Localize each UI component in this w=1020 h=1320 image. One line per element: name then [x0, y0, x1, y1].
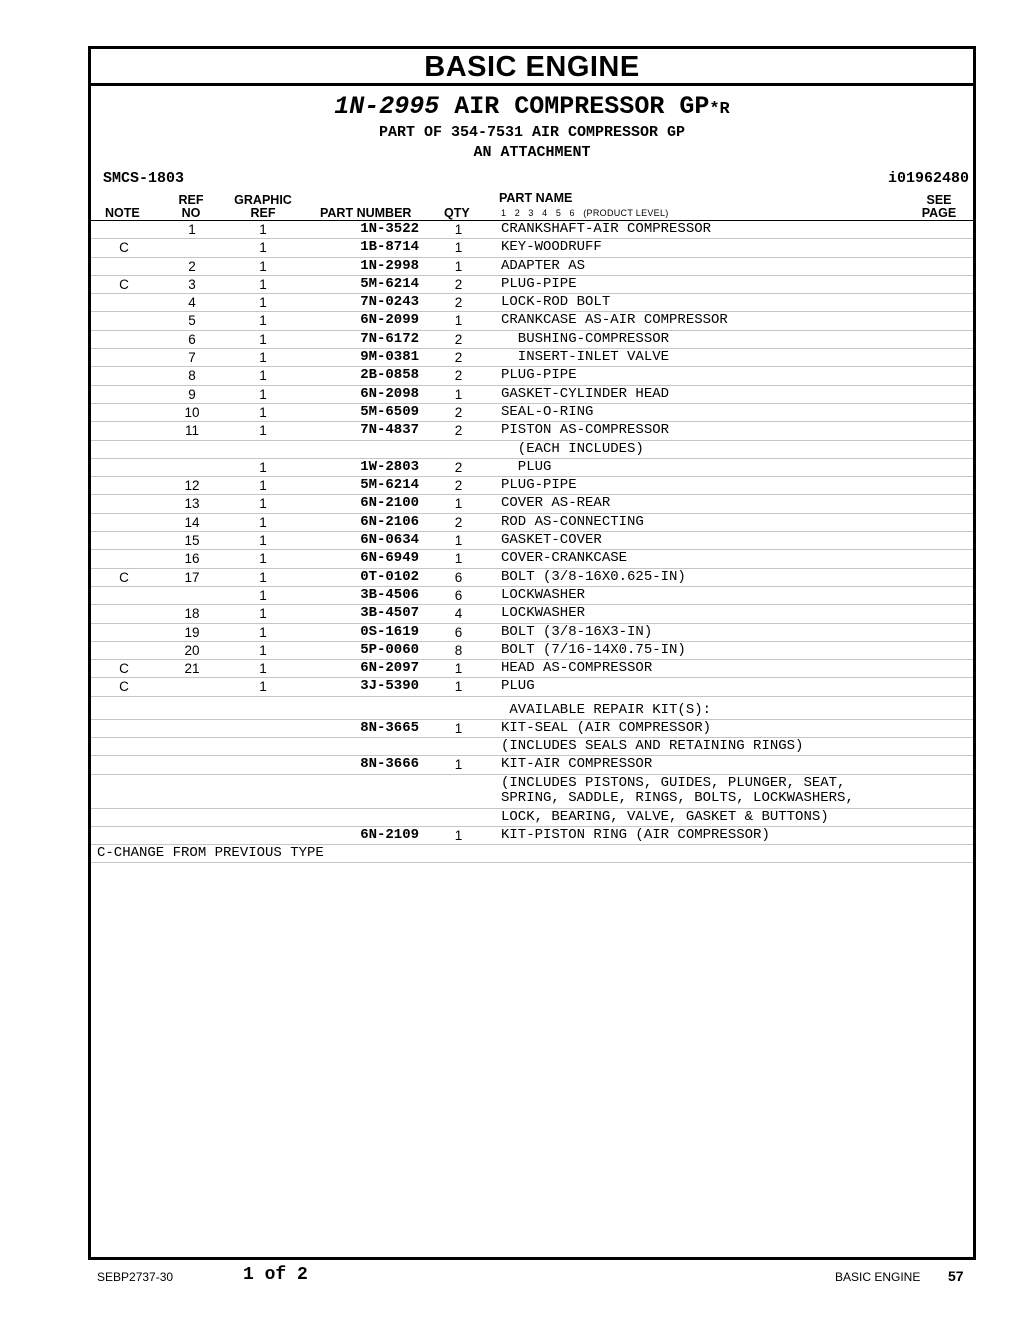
kits-heading-row — [91, 697, 973, 720]
parts-table-body — [91, 221, 973, 697]
part-name-cell: GASKET-CYLINDER HEAD — [501, 385, 670, 402]
footer-section: BASIC ENGINE — [835, 1270, 921, 1284]
header-qty: QTY — [444, 206, 470, 220]
qty-cell: 1 — [454, 240, 463, 256]
table-row — [91, 660, 973, 678]
table-row — [91, 605, 973, 623]
part-number-cell: 6N-0634 — [360, 532, 419, 549]
part-name-cell: PISTON AS-COMPRESSOR — [501, 422, 670, 439]
part-number-cell: 6N-2099 — [360, 312, 419, 329]
part-name-cell: ROD AS-CONNECTING — [501, 513, 644, 530]
smcs-row — [91, 170, 973, 190]
part-name-cell: COVER AS-REAR — [501, 495, 611, 512]
qty-cell: 2 — [454, 368, 463, 384]
kit-name: KIT-AIR COMPRESSOR — [501, 756, 653, 773]
table-row — [91, 459, 973, 477]
graphic-ref-cell: 1 — [259, 404, 267, 420]
graphic-ref-cell: 1 — [259, 222, 267, 237]
table-row — [91, 276, 973, 294]
part-number-cell: 9M-0381 — [360, 349, 419, 366]
ref-no-cell: 18 — [184, 606, 200, 622]
group-title — [91, 94, 973, 123]
kit-qty: 1 — [454, 720, 463, 736]
table-row — [91, 587, 973, 605]
table-row — [91, 349, 973, 367]
kit-description-row — [91, 775, 973, 809]
table-row — [91, 294, 973, 312]
kit-qty: 1 — [454, 757, 463, 773]
page-number: 57 — [948, 1268, 964, 1284]
header-graphic-top: GRAPHIC — [234, 193, 292, 207]
part-number-cell: 0S-1619 — [360, 623, 419, 640]
graphic-ref-cell: 1 — [259, 496, 267, 512]
group-part-number: 1N-2995 — [334, 92, 440, 121]
part-number-cell: 7N-0243 — [360, 294, 419, 311]
part-number-cell: 5M-6214 — [360, 477, 419, 494]
header-see-bottom: PAGE — [921, 206, 957, 220]
table-row — [91, 441, 973, 459]
table-row — [91, 477, 973, 495]
section-title: BASIC ENGINE — [91, 49, 973, 86]
ref-no-cell: 4 — [188, 295, 196, 311]
table-header — [91, 190, 973, 221]
header-part-number: PART NUMBER — [320, 206, 412, 220]
ref-no-cell: 3 — [188, 276, 196, 292]
graphic-ref-cell: 1 — [259, 642, 267, 658]
qty-cell: 1 — [454, 533, 463, 549]
part-number-cell: 1W-2803 — [360, 458, 419, 475]
qty-cell: 6 — [454, 624, 463, 640]
header-see-top: SEE — [926, 193, 952, 207]
parts-list-frame — [88, 46, 976, 1260]
graphic-ref-cell: 1 — [259, 533, 267, 549]
graphic-ref-cell: 1 — [259, 661, 267, 677]
part-number-cell: 0T-0102 — [360, 568, 419, 585]
part-number-cell: 6N-2097 — [360, 660, 419, 677]
table-row — [91, 239, 973, 257]
kit-description-row — [91, 809, 973, 827]
ref-no-cell: 2 — [188, 258, 196, 274]
qty-cell: 1 — [454, 386, 463, 402]
table-row — [91, 404, 973, 422]
part-number-cell: 6N-2100 — [360, 495, 419, 512]
part-name-cell: COVER-CRANKCASE — [501, 550, 628, 567]
graphic-ref-cell: 1 — [259, 587, 267, 603]
graphic-ref-cell: 1 — [259, 295, 267, 311]
header-part-name: PART NAME — [499, 191, 573, 205]
ref-no-cell: 7 — [188, 350, 196, 366]
qty-cell: 2 — [454, 350, 463, 366]
part-name-cell: LOCKWASHER — [501, 586, 586, 603]
kit-name: KIT-PISTON RING (AIR COMPRESSOR) — [501, 826, 770, 843]
group-marker: *R — [709, 100, 730, 119]
qty-cell: 2 — [454, 459, 463, 475]
qty-cell: 1 — [454, 222, 463, 237]
kit-description: LOCK, BEARING, VALVE, GASKET & BUTTONS) — [501, 808, 829, 825]
graphic-ref-cell: 1 — [259, 258, 267, 274]
part-number-cell: 5M-6214 — [360, 275, 419, 292]
part-number-cell: 3B-4507 — [360, 605, 419, 622]
graphic-ref-cell: 1 — [259, 459, 267, 475]
graphic-ref-cell: 1 — [259, 679, 267, 695]
header-ref-top: REF — [178, 193, 204, 207]
table-row — [91, 642, 973, 660]
ref-no-cell: 16 — [184, 551, 200, 567]
graphic-ref-cell: 1 — [259, 423, 267, 439]
ref-no-cell: 9 — [188, 386, 196, 402]
ref-no-cell: 19 — [184, 624, 200, 640]
header-ref-bottom: NO — [181, 206, 201, 220]
table-row — [91, 514, 973, 532]
attachment-line: AN ATTACHMENT — [473, 144, 591, 161]
document-id: SEBP2737-30 — [97, 1270, 174, 1284]
kit-row — [91, 720, 973, 738]
part-name-cell: BOLT (3/8-16X3-IN) — [501, 623, 653, 640]
kit-part-number: 6N-2109 — [360, 826, 419, 843]
part-name-cell: BOLT (7/16-14X0.75-IN) — [501, 641, 686, 658]
qty-cell: 2 — [454, 423, 463, 439]
kit-description: SPRING, SADDLE, RINGS, BOLTS, LOCKWASHERS, — [501, 789, 854, 806]
part-number-cell: 7N-6172 — [360, 330, 419, 347]
part-number-cell: 6N-2106 — [360, 513, 419, 530]
ref-no-cell: 10 — [184, 404, 200, 420]
ref-no-cell: 21 — [184, 661, 200, 677]
header-graphic-bottom: REF — [250, 206, 276, 220]
part-of-line: PART OF 354-7531 AIR COMPRESSOR GP — [378, 124, 686, 141]
graphic-ref-cell: 1 — [259, 624, 267, 640]
qty-cell: 2 — [454, 331, 463, 347]
note-cell: C — [119, 661, 129, 677]
part-name-cell: (EACH INCLUDES) — [501, 440, 644, 457]
ref-no-cell: 8 — [188, 368, 196, 384]
ref-no-cell: 5 — [188, 313, 196, 329]
table-row — [91, 331, 973, 349]
table-row — [91, 422, 973, 440]
part-name-cell: BUSHING-COMPRESSOR — [501, 330, 670, 347]
qty-cell: 4 — [454, 606, 463, 622]
kit-description: (INCLUDES SEALS AND RETAINING RINGS) — [501, 738, 804, 755]
table-row — [91, 569, 973, 587]
qty-cell: 2 — [454, 276, 463, 292]
table-row — [91, 624, 973, 642]
kit-description: (INCLUDES PISTONS, GUIDES, PLUNGER, SEAT, — [501, 774, 846, 791]
qty-cell: 6 — [454, 587, 463, 603]
part-number-cell: 7N-4837 — [360, 422, 419, 439]
part-number-cell: 1N-3522 — [360, 221, 419, 237]
qty-cell: 6 — [454, 569, 463, 585]
ref-no-cell: 14 — [184, 514, 200, 530]
kit-part-number: 8N-3665 — [360, 719, 419, 736]
graphic-ref-cell: 1 — [259, 514, 267, 530]
part-name-cell: PLUG — [501, 678, 535, 695]
part-number-cell: 1N-2998 — [360, 257, 419, 274]
kit-row — [91, 756, 973, 774]
part-number-cell: 5P-0060 — [360, 641, 419, 658]
table-row — [91, 367, 973, 385]
table-row — [91, 312, 973, 330]
qty-cell: 2 — [454, 478, 463, 494]
part-name-cell: PLUG — [501, 458, 552, 475]
part-number-cell: 5M-6509 — [360, 403, 419, 420]
part-name-cell: PLUG-PIPE — [501, 367, 577, 384]
table-row — [91, 550, 973, 568]
ref-no-cell: 13 — [184, 496, 200, 512]
qty-cell: 8 — [454, 642, 463, 658]
graphic-ref-cell: 1 — [259, 386, 267, 402]
ref-no-cell: 12 — [184, 478, 200, 494]
part-name-cell: LOCKWASHER — [501, 605, 586, 622]
ref-no-cell: 6 — [188, 331, 196, 347]
graphic-ref-cell: 1 — [259, 313, 267, 329]
part-number-cell: 1B-8714 — [360, 239, 419, 256]
header-note: NOTE — [105, 206, 140, 220]
ref-no-cell: 15 — [184, 533, 200, 549]
kit-row — [91, 827, 973, 845]
part-number-cell: 3B-4506 — [360, 586, 419, 603]
table-row — [91, 495, 973, 513]
change-footnote: C-CHANGE FROM PREVIOUS TYPE — [91, 845, 973, 863]
qty-cell: 1 — [454, 551, 463, 567]
part-number-cell: 2B-0858 — [360, 367, 419, 384]
qty-cell: 1 — [454, 661, 463, 677]
qty-cell: 1 — [454, 258, 463, 274]
kits-heading: AVAILABLE REPAIR KIT(S): — [501, 701, 712, 718]
graphic-ref-cell: 1 — [259, 368, 267, 384]
qty-cell: 1 — [454, 313, 463, 329]
note-cell: C — [119, 569, 129, 585]
graphic-ref-cell: 1 — [259, 331, 267, 347]
part-name-cell: ADAPTER AS — [501, 257, 586, 274]
graphic-ref-cell: 1 — [259, 569, 267, 585]
qty-cell: 1 — [454, 496, 463, 512]
qty-cell: 2 — [454, 514, 463, 530]
ref-no-cell: 1 — [188, 222, 196, 237]
kit-qty: 1 — [454, 827, 463, 843]
part-number-cell: 6N-2098 — [360, 385, 419, 402]
qty-cell: 1 — [454, 679, 463, 695]
illustration-id: i01962480 — [887, 170, 969, 187]
part-name-cell: LOCK-ROD BOLT — [501, 294, 611, 311]
note-cell: C — [119, 679, 129, 695]
kit-part-number: 8N-3666 — [360, 756, 419, 773]
part-name-cell: INSERT-INLET VALVE — [501, 349, 670, 366]
part-name-cell: CRANKSHAFT-AIR COMPRESSOR — [501, 221, 712, 237]
note-cell: C — [119, 240, 129, 256]
part-number-cell: 3J-5390 — [360, 678, 419, 695]
kit-name: KIT-SEAL (AIR COMPRESSOR) — [501, 719, 712, 736]
table-row — [91, 532, 973, 550]
table-row — [91, 258, 973, 276]
qty-cell: 2 — [454, 295, 463, 311]
ref-no-cell: 11 — [184, 423, 199, 439]
graphic-ref-cell: 1 — [259, 478, 267, 494]
ref-no-cell: 17 — [184, 569, 200, 585]
qty-cell: 2 — [454, 404, 463, 420]
graphic-ref-cell: 1 — [259, 240, 267, 256]
part-name-cell: HEAD AS-COMPRESSOR — [501, 660, 653, 677]
part-name-cell: BOLT (3/8-16X0.625-IN) — [501, 568, 686, 585]
part-number-cell: 6N-6949 — [360, 550, 419, 567]
part-name-cell: KEY-WOODRUFF — [501, 239, 602, 256]
part-name-cell: PLUG-PIPE — [501, 477, 577, 494]
header-product-level: 1 2 3 4 5 6 (PRODUCT LEVEL) — [501, 208, 669, 218]
ref-no-cell: 20 — [184, 642, 200, 658]
note-cell: C — [119, 276, 129, 292]
smcs-code: SMCS-1803 — [103, 170, 185, 187]
graphic-ref-cell: 1 — [259, 276, 267, 292]
graphic-ref-cell: 1 — [259, 350, 267, 366]
part-name-cell: SEAL-O-RING — [501, 403, 594, 420]
part-name-cell: CRANKCASE AS-AIR COMPRESSOR — [501, 312, 728, 329]
table-row — [91, 678, 973, 696]
part-name-cell: GASKET-COVER — [501, 532, 602, 549]
graphic-ref-cell: 1 — [259, 606, 267, 622]
table-row — [91, 221, 973, 239]
page-footer — [0, 1266, 1020, 1286]
kit-description-row — [91, 738, 973, 756]
page-of-count: 1 of 2 — [243, 1265, 308, 1285]
table-row — [91, 386, 973, 404]
graphic-ref-cell: 1 — [259, 551, 267, 567]
part-name-cell: PLUG-PIPE — [501, 275, 577, 292]
group-name: AIR COMPRESSOR GP — [439, 92, 710, 121]
